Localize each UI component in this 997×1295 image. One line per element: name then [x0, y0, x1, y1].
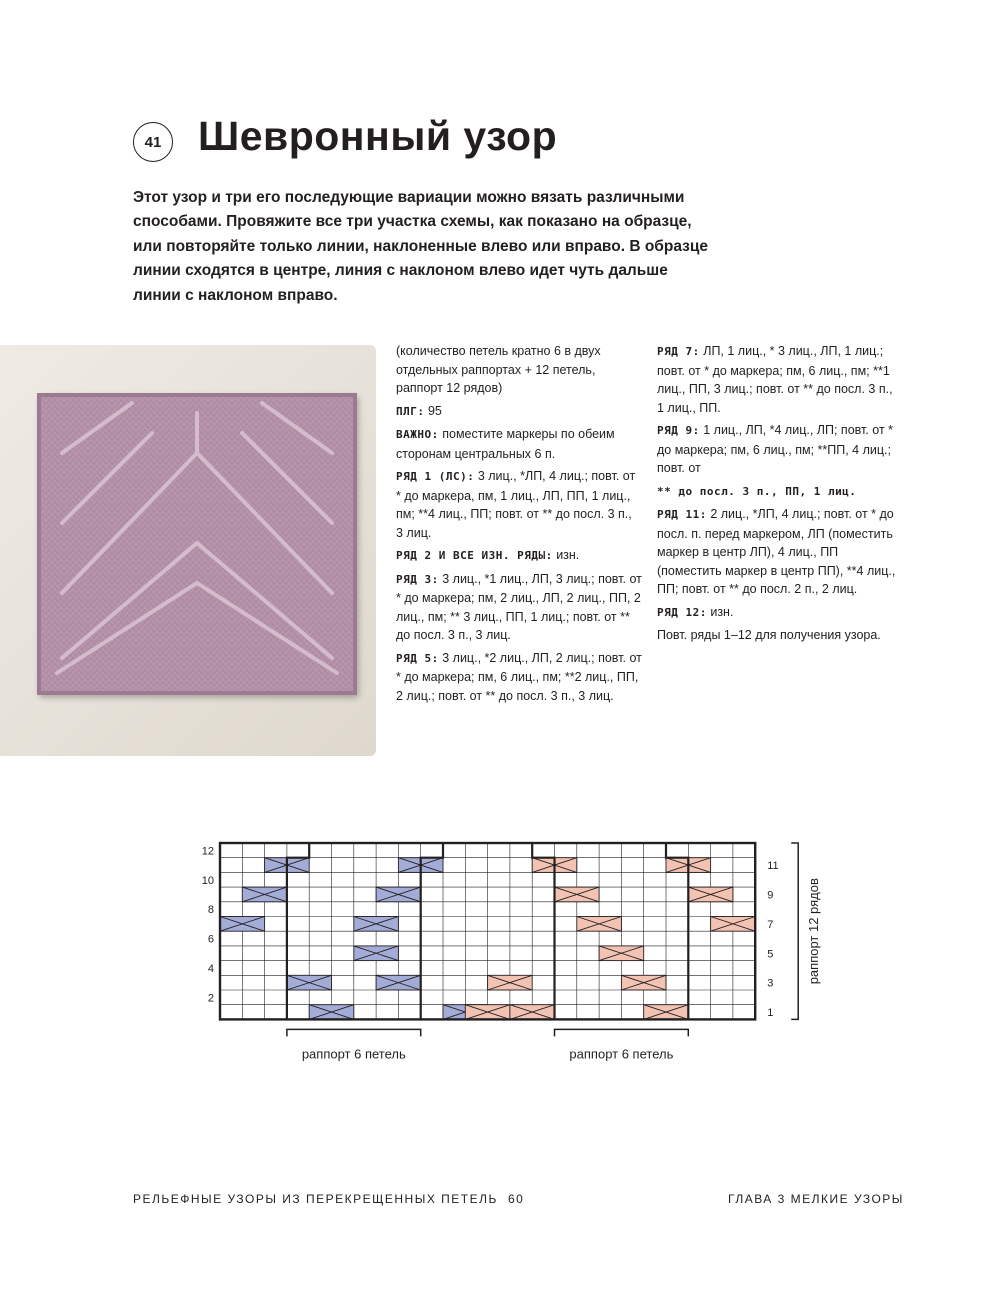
- gauge-label: ПЛГ:: [396, 404, 425, 418]
- cable-cross-cell: [376, 975, 421, 990]
- row-9-continuation: [657, 482, 897, 502]
- intro-line: способами. Провяжите все три участка схемы, как показано на образце,: [133, 213, 692, 231]
- row-5-text: 3 лиц., *2 лиц., ЛП, 2 лиц.; повт. от * до маркера; пм, 6 лиц., пм; **2 лиц., ПП, 2 лиц.; повт. от ** до посл. 3 п., 3 лиц.: [396, 650, 642, 703]
- pattern-number-badge: 41: [133, 122, 173, 162]
- row-number-label: 7: [767, 918, 774, 931]
- chevron-swatch-drawing: [37, 393, 357, 695]
- row-11-instruction: [657, 505, 897, 599]
- cable-cross-cell: [242, 887, 287, 902]
- row-number-label: 12: [201, 845, 214, 858]
- stitch-repeat-bracket-right: [555, 1029, 689, 1036]
- cable-cross-cell: [510, 1005, 555, 1020]
- chart-left-row-numbers: [202, 845, 214, 1004]
- row-number-label: 4: [207, 962, 214, 975]
- cable-cross-cell: [599, 946, 644, 961]
- row-2-instruction: [396, 546, 642, 566]
- intro-line: или повторяйте только линии, наклоненные влево или вправо. В образце: [133, 237, 709, 255]
- intro-line: линии с наклоном вправо.: [133, 286, 338, 304]
- intro-line: линии сходятся в центре, линия с наклоном влево идет чуть дальше: [133, 262, 668, 280]
- row-9-text: 1 лиц., ЛП, *4 лиц., ЛП; повт. от * до маркера; пм, 6 лиц., пм; **ПП, 4 лиц.; повт. от: [657, 423, 894, 475]
- footer-page-number: 60: [508, 1192, 525, 1206]
- row-5-label: РЯД 5:: [396, 651, 439, 665]
- row-2-text: изн.: [556, 548, 580, 562]
- cable-cross-cell: [577, 917, 622, 932]
- row-9-label: РЯД 9:: [657, 424, 700, 437]
- cable-cross-cell: [309, 1005, 354, 1020]
- cable-cross-cell: [644, 1005, 689, 1020]
- row-number-label: 5: [767, 948, 774, 961]
- page-title: Шевронный узор: [198, 113, 558, 159]
- repeat-instruction: Повт. ряды 1–12 для получения узора.: [657, 628, 881, 642]
- row-5-instruction: [396, 649, 642, 706]
- stitch-repeat-label-left: раппорт 6 петель: [301, 1046, 406, 1062]
- footer-section-title: РЕЛЬЕФНЫЕ УЗОРЫ ИЗ ПЕРЕКРЕЩЕННЫХ ПЕТЕЛЬ: [133, 1192, 498, 1206]
- important-text: поместите маркеры по обеим сторонам центральных 6 п.: [396, 427, 615, 461]
- intro-line: Этот узор и три его последующие вариации можно вязать различными: [133, 189, 685, 206]
- cable-cross-cell: [354, 917, 399, 932]
- cable-cross-cell: [287, 975, 332, 990]
- intro-paragraph: [133, 186, 753, 308]
- row-number-label: 2: [207, 992, 214, 1005]
- row-number-label: 11: [767, 860, 779, 873]
- row-1-label: РЯД 1 (ЛС):: [396, 470, 475, 483]
- row-number-label: 10: [201, 874, 214, 887]
- row-12-instruction: [657, 603, 897, 623]
- row-1-text: 3 лиц., *ЛП, 4 лиц.; повт. от * до маркера, пм, 1 лиц., ЛП, ПП, 1 лиц., пм; **4 лиц., ПП; повт. от ** до посл. 3 п., 3 лиц.: [396, 469, 636, 540]
- stitch-repeat-bracket-left: [287, 1029, 421, 1036]
- row-number-label: 8: [207, 904, 214, 917]
- instructions-column-2: [657, 342, 897, 649]
- row-12-text: изн.: [710, 604, 734, 619]
- important-label: ВАЖНО:: [396, 428, 439, 441]
- row-number-label: 1: [767, 1007, 774, 1020]
- cable-cross-cell: [465, 1005, 510, 1020]
- row-11-label: РЯД 11:: [657, 508, 707, 521]
- cable-cross-cell: [688, 887, 733, 902]
- cable-cross-cell: [621, 975, 666, 990]
- row-number-label: 6: [207, 933, 214, 946]
- row-9-instruction: [657, 421, 897, 478]
- cable-cross-cell: [376, 887, 421, 902]
- cable-cross-cell: [354, 946, 399, 961]
- chart-right-row-numbers: [767, 860, 778, 1019]
- stitch-repeat-label-right: раппорт 6 петель: [569, 1046, 674, 1062]
- row-12-label: РЯД 12:: [657, 605, 707, 619]
- row-3-instruction: [396, 570, 642, 645]
- knitting-chart: [195, 835, 845, 1075]
- important-note: [396, 425, 642, 463]
- cable-cross-cell: [220, 917, 265, 932]
- row-1-instruction: [396, 467, 642, 542]
- row-7-label: РЯД 7:: [657, 345, 700, 358]
- cable-cross-cell: [488, 975, 533, 990]
- knitted-swatch-image: [37, 393, 357, 695]
- row-number-label: 9: [767, 889, 774, 902]
- row-11-text: 2 лиц., *ЛП, 4 лиц.; повт. от * до посл. п. перед маркером, ЛП (поместить маркер в центр ЛП), 4 лиц., ПП (поместить маркер в центр ПП), **4 лиц., ПП; повт. от ** до посл. 2 п., 2 лиц.: [657, 507, 896, 596]
- cable-cross-cell: [711, 917, 756, 932]
- footer-chapter-title: ГЛАВА 3 МЕЛКИЕ УЗОРЫ: [728, 1192, 904, 1206]
- row-9-continuation-text: ** до посл. 3 п., ПП, 1 лиц.: [657, 484, 857, 498]
- row-repeat-bracket: [791, 843, 798, 1019]
- row-2-label: РЯД 2 И ВСЕ ИЗН. РЯДЫ:: [396, 549, 553, 562]
- row-7-instruction: [657, 342, 897, 417]
- gauge-line: [396, 402, 642, 422]
- row-number-label: 3: [767, 977, 774, 990]
- row-7-text: ЛП, 1 лиц., * 3 лиц., ЛП, 1 лиц.; повт. от * до маркера; пм, 6 лиц., пм; **1 лиц., ПП, 3 лиц.; повт. от ** до посл. 3 п., 1 лиц., ПП.: [657, 344, 893, 415]
- instructions-column-1: [396, 342, 642, 709]
- cable-cross-cell: [555, 887, 600, 902]
- row-repeat-label: раппорт 12 рядов: [806, 878, 822, 985]
- gauge-value: 95: [427, 403, 442, 418]
- row-3-label: РЯД 3:: [396, 572, 439, 586]
- stitch-multiple-note: (количество петель кратно 6 в двух отдельных раппортах + 12 петель, раппорт 12 рядов): [396, 344, 601, 395]
- row-3-text: 3 лиц., *1 лиц., ЛП, 3 лиц.; повт. от * до маркера; пм, 2 лиц., ЛП, 2 лиц., ПП, 2 лиц., пм; ** 3 лиц., ПП, 1 лиц.; повт. от ** до посл. 3 п., 3 лиц.: [396, 571, 642, 642]
